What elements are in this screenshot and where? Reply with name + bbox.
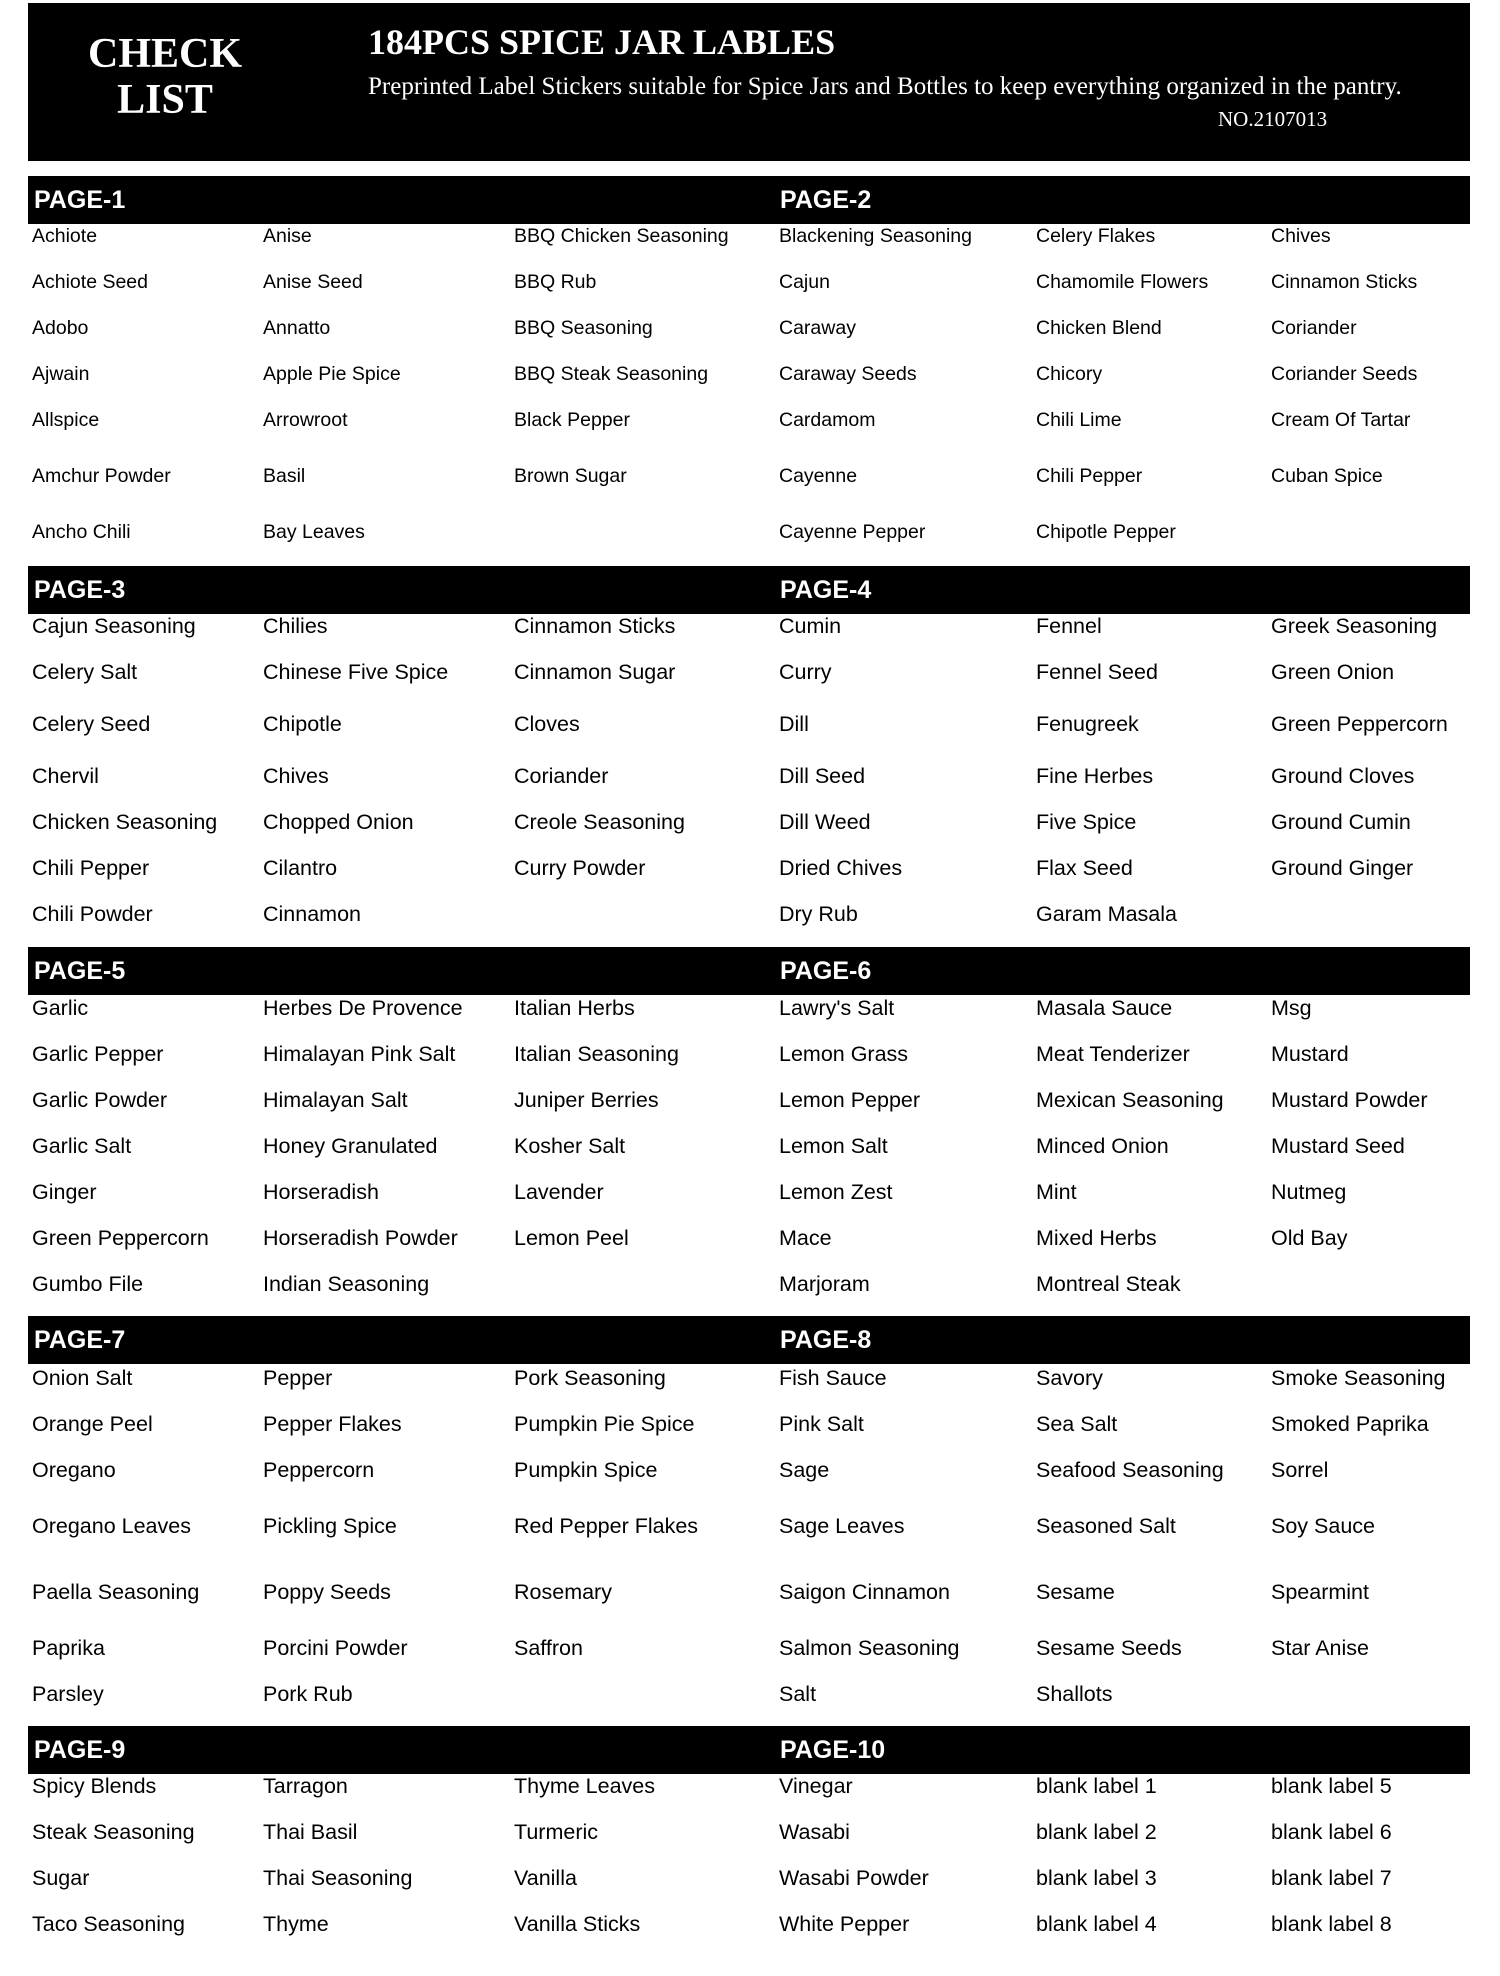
spice-item: Porcini Powder: [263, 1636, 408, 1660]
spice-item: Thai Basil: [263, 1820, 358, 1844]
spice-item: Saigon Cinnamon: [779, 1580, 950, 1604]
spice-item: Chipotle: [263, 712, 342, 736]
spice-item: Himalayan Pink Salt: [263, 1042, 456, 1066]
spice-item: Pumpkin Pie Spice: [514, 1412, 695, 1436]
spice-item: Meat Tenderizer: [1036, 1042, 1190, 1066]
spice-item: Mexican Seasoning: [1036, 1088, 1224, 1112]
page-header-bar: [28, 947, 1470, 995]
spice-item: Dried Chives: [779, 856, 903, 880]
spice-item: Chopped Onion: [263, 810, 414, 834]
spice-item: blank label 6: [1271, 1820, 1392, 1844]
spice-item: Mustard: [1271, 1042, 1349, 1066]
spice-item: blank label 4: [1036, 1912, 1157, 1936]
check-list-label: [50, 31, 280, 123]
spice-item: Mace: [779, 1226, 832, 1250]
spice-item: Celery Salt: [32, 660, 138, 684]
spice-item: Chives: [1271, 225, 1331, 247]
spice-item: Chipotle Pepper: [1036, 521, 1176, 543]
spice-item: Parsley: [32, 1682, 104, 1706]
page-title: PAGE-4: [780, 576, 872, 604]
spice-item: Sage Leaves: [779, 1514, 905, 1538]
spice-item: Annatto: [263, 317, 331, 339]
spice-item: Greek Seasoning: [1271, 614, 1438, 638]
spice-item: BBQ Rub: [514, 271, 597, 293]
spice-item: Soy Sauce: [1271, 1514, 1375, 1538]
spice-item: Coriander Seeds: [1271, 363, 1418, 385]
spice-item: Salt: [779, 1682, 817, 1706]
spice-item: Mint: [1036, 1180, 1077, 1204]
spice-item: BBQ Seasoning: [514, 317, 653, 339]
spice-item: Indian Seasoning: [263, 1272, 430, 1296]
spice-item: Cumin: [779, 614, 842, 638]
spice-item: Dill: [779, 712, 809, 736]
spice-item: Adobo: [32, 317, 89, 339]
spice-item: Horseradish Powder: [263, 1226, 458, 1250]
spice-item: Ground Ginger: [1271, 856, 1414, 880]
spice-item: Wasabi: [779, 1820, 850, 1844]
spice-item: Paella Seasoning: [32, 1580, 200, 1604]
spice-item: Sugar: [32, 1866, 90, 1890]
spice-item: Pepper: [263, 1366, 333, 1390]
spice-item: Allspice: [32, 409, 100, 431]
spice-item: Savory: [1036, 1366, 1103, 1390]
spice-item: Chicken Blend: [1036, 317, 1162, 339]
spice-item: Fennel Seed: [1036, 660, 1158, 684]
page-header-bar: [28, 1726, 1470, 1774]
spice-item: Lemon Salt: [779, 1134, 888, 1158]
spice-item: Chili Powder: [32, 902, 153, 926]
spice-item: Lemon Zest: [779, 1180, 893, 1204]
page-title: PAGE-1: [34, 186, 126, 214]
spice-item: Green Peppercorn: [32, 1226, 209, 1250]
spice-item: Oregano: [32, 1458, 116, 1482]
spice-item: Dill Weed: [779, 810, 871, 834]
spice-item: Chilies: [263, 614, 328, 638]
spice-item: Smoked Paprika: [1271, 1412, 1429, 1436]
spice-item: Chicken Seasoning: [32, 810, 218, 834]
spice-item: Italian Seasoning: [514, 1042, 679, 1066]
spice-item: Green Peppercorn: [1271, 712, 1448, 736]
spice-item: Red Pepper Flakes: [514, 1514, 699, 1538]
page-title: PAGE-10: [780, 1736, 886, 1764]
spice-item: Garlic: [32, 996, 89, 1020]
spice-item: Msg: [1271, 996, 1312, 1020]
spice-item: Chervil: [32, 764, 99, 788]
spice-item: Ginger: [32, 1180, 97, 1204]
spice-item: Cajun: [779, 271, 830, 293]
spice-item: blank label 7: [1271, 1866, 1392, 1890]
spice-item: Steak Seasoning: [32, 1820, 195, 1844]
spice-item: Bay Leaves: [263, 521, 365, 543]
spice-item: Dill Seed: [779, 764, 866, 788]
spice-item: Celery Flakes: [1036, 225, 1156, 247]
spice-item: Cinnamon: [263, 902, 361, 926]
spice-item: Pork Rub: [263, 1682, 353, 1706]
spice-item: Saffron: [514, 1636, 583, 1660]
spice-item: Cilantro: [263, 856, 338, 880]
spice-item: Taco Seasoning: [32, 1912, 185, 1936]
spice-item: Ajwain: [32, 363, 90, 385]
spice-item: Tarragon: [263, 1774, 348, 1798]
spice-item: Lavender: [514, 1180, 604, 1204]
spice-item: Flax Seed: [1036, 856, 1133, 880]
page-header-bar: [28, 176, 1470, 224]
spice-item: Sesame: [1036, 1580, 1115, 1604]
spice-item: Turmeric: [514, 1820, 599, 1844]
spice-item: Achiote: [32, 225, 98, 247]
spice-item: blank label 1: [1036, 1774, 1157, 1798]
spice-item: Pink Salt: [779, 1412, 864, 1436]
spice-item: Vanilla Sticks: [514, 1912, 641, 1936]
spice-item: Sesame Seeds: [1036, 1636, 1182, 1660]
spice-item: Fennel: [1036, 614, 1102, 638]
spice-item: Fenugreek: [1036, 712, 1139, 736]
spice-item: Pickling Spice: [263, 1514, 397, 1538]
spice-item: Horseradish: [263, 1180, 379, 1204]
spice-item: Herbes De Provence: [263, 996, 463, 1020]
spice-item: Lemon Peel: [514, 1226, 629, 1250]
spice-item: Blackening Seasoning: [779, 225, 972, 247]
spice-item: Smoke Seasoning: [1271, 1366, 1446, 1390]
page-title: PAGE-3: [34, 576, 126, 604]
spice-item: blank label 5: [1271, 1774, 1392, 1798]
spice-item: Seafood Seasoning: [1036, 1458, 1224, 1482]
spice-item: Cardamom: [779, 409, 876, 431]
spice-item: Chamomile Flowers: [1036, 271, 1209, 293]
spice-item: Sea Salt: [1036, 1412, 1118, 1436]
spice-item: Onion Salt: [32, 1366, 133, 1390]
spice-item: Vanilla: [514, 1866, 577, 1890]
spice-item: Lawry's Salt: [779, 996, 895, 1020]
check-list-line: CHECK: [87, 31, 242, 77]
spice-item: Kosher Salt: [514, 1134, 626, 1158]
spice-item: Lemon Pepper: [779, 1088, 921, 1112]
spice-item: Ancho Chili: [32, 521, 131, 543]
spice-item: Paprika: [32, 1636, 105, 1660]
spice-item: Amchur Powder: [32, 465, 171, 487]
spice-item: Masala Sauce: [1036, 996, 1173, 1020]
spice-item: Fish Sauce: [779, 1366, 887, 1390]
spice-item: Cuban Spice: [1271, 465, 1383, 487]
product-description: Preprinted Label Stickers suitable for Spice Jars and Bottles to keep everything organized in the pantry.: [368, 73, 1402, 100]
spice-item: blank label 8: [1271, 1912, 1392, 1936]
page-header-bar: [28, 566, 1470, 614]
spice-item: Chicory: [1036, 363, 1103, 385]
spice-item: Sorrel: [1271, 1458, 1329, 1482]
spice-item: Thyme: [263, 1912, 329, 1936]
spice-item: Star Anise: [1271, 1636, 1369, 1660]
spice-item: Salmon Seasoning: [779, 1636, 960, 1660]
spice-item: Creole Seasoning: [514, 810, 685, 834]
spice-item: Minced Onion: [1036, 1134, 1169, 1158]
spice-item: Mixed Herbs: [1036, 1226, 1157, 1250]
spice-item: Chinese Five Spice: [263, 660, 449, 684]
spice-item: Shallots: [1036, 1682, 1113, 1706]
spice-item: Thai Seasoning: [263, 1866, 413, 1890]
spice-item: Spicy Blends: [32, 1774, 157, 1798]
spice-item: Anise Seed: [263, 271, 363, 293]
spice-item: Lemon Grass: [779, 1042, 909, 1066]
spice-item: Old Bay: [1271, 1226, 1348, 1250]
spice-item: Dry Rub: [779, 902, 858, 926]
checklist-header: [28, 3, 1470, 161]
spice-item: Montreal Steak: [1036, 1272, 1181, 1296]
spice-item: Pepper Flakes: [263, 1412, 402, 1436]
page-title: PAGE-6: [780, 957, 872, 985]
spice-item: blank label 3: [1036, 1866, 1157, 1890]
spice-item: Himalayan Salt: [263, 1088, 408, 1112]
spice-item: Garlic Pepper: [32, 1042, 164, 1066]
spice-item: Peppercorn: [263, 1458, 375, 1482]
spice-item: Fine Herbes: [1036, 764, 1154, 788]
spice-item: Chives: [263, 764, 329, 788]
spice-item: Marjoram: [779, 1272, 870, 1296]
spice-item: Orange Peel: [32, 1412, 153, 1436]
spice-item: Cinnamon Sticks: [514, 614, 676, 638]
spice-item: Italian Herbs: [514, 996, 635, 1020]
spice-item: Mustard Seed: [1271, 1134, 1405, 1158]
spice-item: Arrowroot: [263, 409, 348, 431]
spice-item: Caraway Seeds: [779, 363, 917, 385]
spice-item: Caraway: [779, 317, 856, 339]
spice-item: Mustard Powder: [1271, 1088, 1428, 1112]
spice-item: Achiote Seed: [32, 271, 149, 293]
spice-item: Wasabi Powder: [779, 1866, 929, 1890]
spice-item: Juniper Berries: [514, 1088, 659, 1112]
page-title: PAGE-2: [780, 186, 872, 214]
spice-item: Honey Granulated: [263, 1134, 438, 1158]
spice-item: BBQ Chicken Seasoning: [514, 225, 729, 247]
page-header-bar: [28, 1316, 1470, 1364]
spice-item: Spearmint: [1271, 1580, 1369, 1604]
spice-item: Ground Cloves: [1271, 764, 1415, 788]
spice-item: Cream Of Tartar: [1271, 409, 1411, 431]
spice-item: Thyme Leaves: [514, 1774, 656, 1798]
product-title: 184PCS SPICE JAR LABLES: [368, 22, 836, 62]
spice-item: Celery Seed: [32, 712, 151, 736]
spice-item: Curry: [779, 660, 832, 684]
spice-item: Coriander: [514, 764, 609, 788]
spice-item: Coriander: [1271, 317, 1357, 339]
spice-item: Cinnamon Sticks: [1271, 271, 1418, 293]
check-list-line: LIST: [117, 77, 213, 123]
spice-item: Cloves: [514, 712, 580, 736]
page-title: PAGE-9: [34, 1736, 126, 1764]
spice-item: Five Spice: [1036, 810, 1137, 834]
spice-item: Garlic Powder: [32, 1088, 168, 1112]
spice-item: BBQ Steak Seasoning: [514, 363, 709, 385]
spice-item: Curry Powder: [514, 856, 646, 880]
spice-item: Cinnamon Sugar: [514, 660, 676, 684]
spice-item: Pork Seasoning: [514, 1366, 666, 1390]
spice-item: Chili Lime: [1036, 409, 1122, 431]
spice-item: Green Onion: [1271, 660, 1395, 684]
spice-item: Sage: [779, 1458, 830, 1482]
spice-item: Vinegar: [779, 1774, 853, 1798]
spice-item: Brown Sugar: [514, 465, 627, 487]
page-title: PAGE-5: [34, 957, 126, 985]
spice-item: Ground Cumin: [1271, 810, 1411, 834]
spice-item: Gumbo File: [32, 1272, 144, 1296]
spice-item: Cayenne: [779, 465, 858, 487]
spice-item: Cayenne Pepper: [779, 521, 926, 543]
spice-item: Chili Pepper: [32, 856, 150, 880]
spice-item: Nutmeg: [1271, 1180, 1347, 1204]
spice-item: Anise: [263, 225, 312, 247]
spice-item: Garlic Salt: [32, 1134, 132, 1158]
product-number: NO.2107013: [1218, 107, 1328, 131]
spice-item: Seasoned Salt: [1036, 1514, 1176, 1538]
spice-item: Pumpkin Spice: [514, 1458, 658, 1482]
spice-item: Rosemary: [514, 1580, 612, 1604]
spice-item: Apple Pie Spice: [263, 363, 401, 385]
page-title: PAGE-7: [34, 1326, 126, 1354]
page-title: PAGE-8: [780, 1326, 872, 1354]
spice-item: Basil: [263, 465, 306, 487]
spice-item: Chili Pepper: [1036, 465, 1143, 487]
spice-item: Poppy Seeds: [263, 1580, 391, 1604]
spice-item: Black Pepper: [514, 409, 630, 431]
spice-item: Garam Masala: [1036, 902, 1177, 926]
spice-item: White Pepper: [779, 1912, 910, 1936]
spice-item: blank label 2: [1036, 1820, 1157, 1844]
spice-item: Oregano Leaves: [32, 1514, 191, 1538]
spice-item: Cajun Seasoning: [32, 614, 196, 638]
